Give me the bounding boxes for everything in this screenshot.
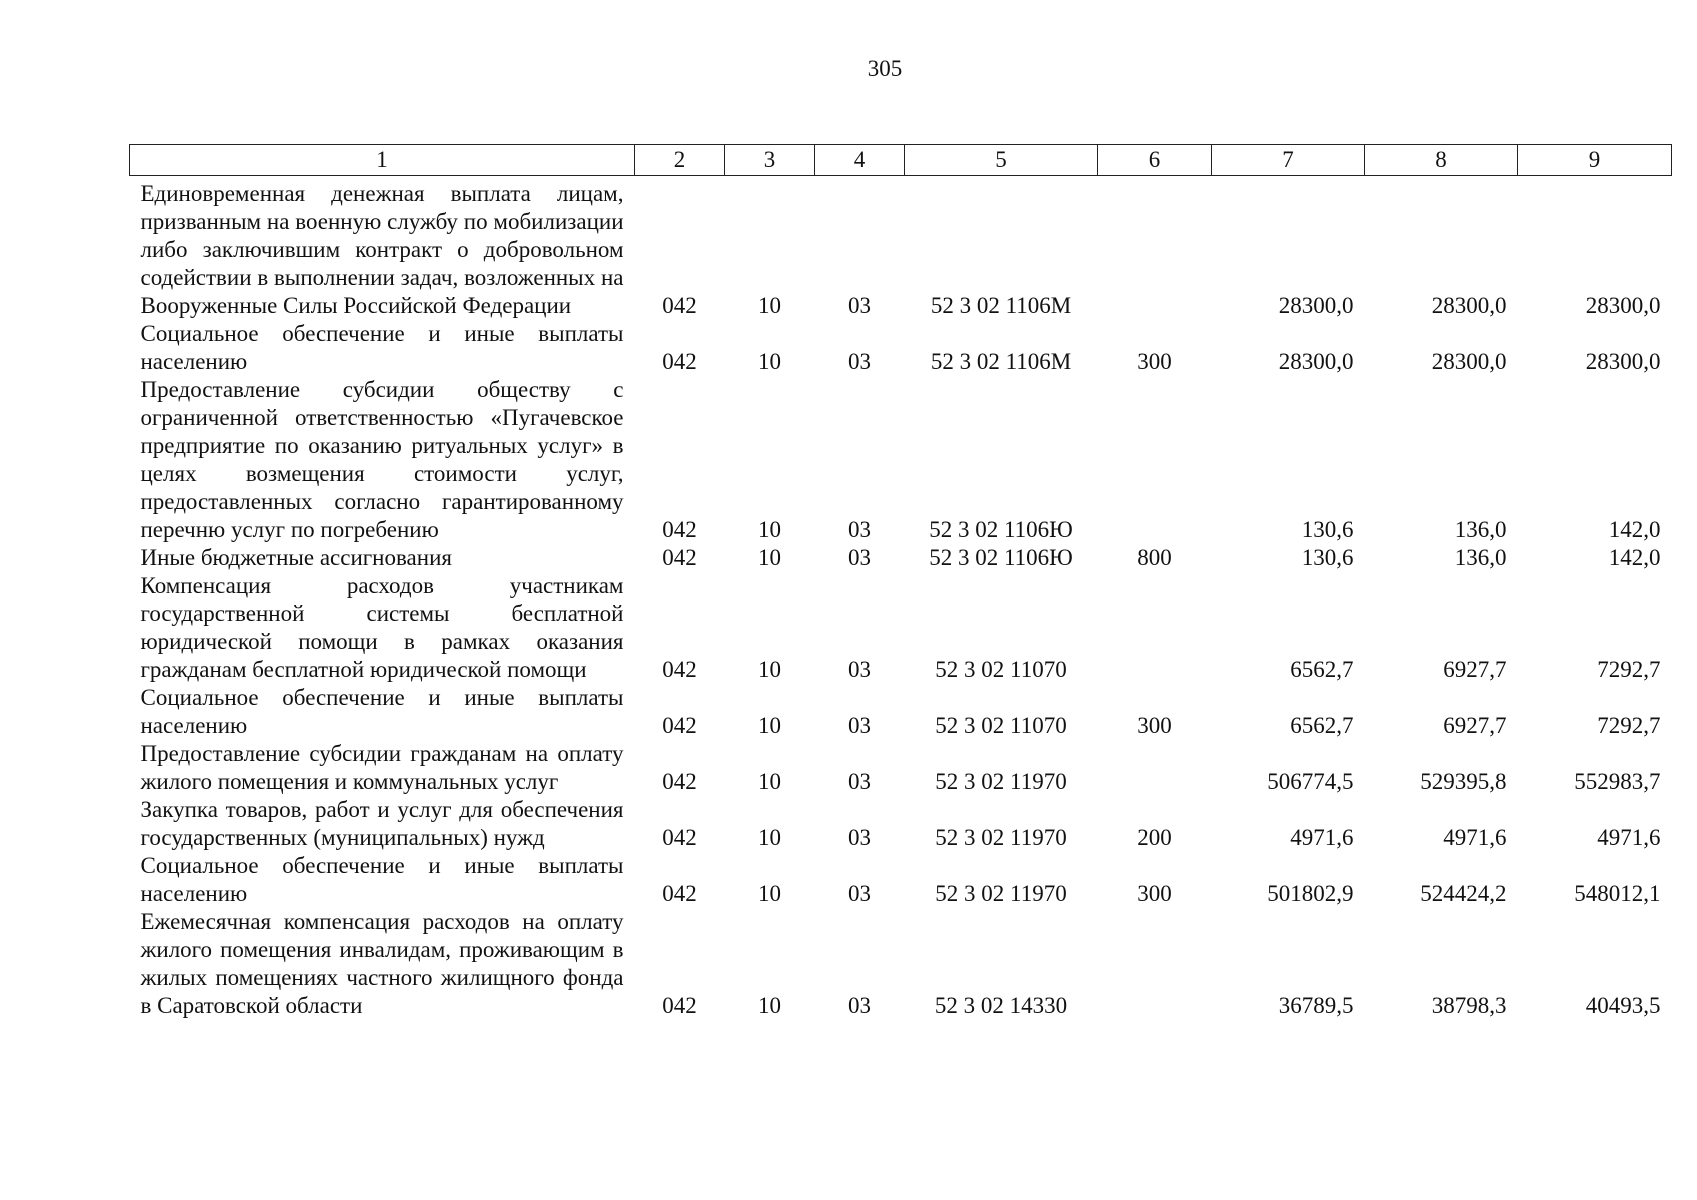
page-number: 305 — [867, 56, 903, 81]
cell-section: 10 — [758, 713, 781, 738]
cell-section: 10 — [758, 293, 781, 318]
cell-amount-year-2: 524424,2 — [1420, 881, 1507, 906]
cell-section: 10 — [758, 657, 781, 682]
cell-amount-year-1: 506774,5 — [1267, 769, 1354, 794]
cell-amount-year-2: 6927,7 — [1443, 657, 1507, 682]
column-header: 2 — [635, 145, 725, 176]
cell-target-article: 52 3 02 11970 — [935, 825, 1067, 850]
cell-amount-year-2: 28300,0 — [1431, 293, 1507, 318]
table-row — [130, 572, 1672, 684]
row-description: Закупка товаров, работ и услуг для обеспечения государственных (муниципальных) нужд — [140, 797, 624, 850]
cell-admin-code: 042 — [662, 993, 697, 1018]
cell-expense-type — [1098, 376, 1212, 544]
cell-amount-year-2: 38798,3 — [1431, 993, 1507, 1018]
cell-target-article: 52 3 02 1106М — [930, 293, 1072, 318]
cell-subsection: 03 — [848, 713, 871, 738]
cell-section: 10 — [758, 769, 781, 794]
row-description: Предоставление субсидии обществу с ограниченной ответственностью «Пугачевское предприятие по оказанию ритуальных услуг» в целях возмещения стоимости услуг, предоставленных согласно гарантированному перечню услуг по погребению — [140, 377, 624, 542]
cell-subsection: 03 — [848, 657, 871, 682]
cell-amount-year-1: 130,6 — [1301, 517, 1354, 542]
cell-section: 10 — [758, 993, 781, 1018]
table-row — [130, 544, 1672, 572]
cell-amount-year-1: 6562,7 — [1290, 713, 1354, 738]
row-description: Компенсация расходов участникам государственной системы бесплатной юридической помощи в рамках оказания гражданам бесплатной юридической помощи — [140, 573, 624, 682]
cell-subsection: 03 — [848, 881, 871, 906]
cell-subsection: 03 — [848, 825, 871, 850]
cell-expense-type: 300 — [1137, 881, 1172, 906]
cell-amount-year-1: 4971,6 — [1290, 825, 1354, 850]
cell-amount-year-3: 548012,1 — [1574, 881, 1661, 906]
column-header: 4 — [815, 145, 905, 176]
row-description: Ежемесячная компенсация расходов на оплату жилого помещения инвалидам, проживающим в жилых помещениях частного жилищного фонда в Саратовской области — [140, 909, 624, 1018]
cell-expense-type — [1098, 572, 1212, 684]
cell-section: 10 — [758, 825, 781, 850]
cell-subsection: 03 — [848, 349, 871, 374]
cell-admin-code: 042 — [662, 769, 697, 794]
cell-subsection: 03 — [848, 993, 871, 1018]
column-header: 6 — [1098, 145, 1212, 176]
cell-target-article: 52 3 02 1106Ю — [929, 517, 1073, 542]
cell-amount-year-1: 28300,0 — [1278, 293, 1354, 318]
row-description: Иные бюджетные ассигнования — [140, 545, 452, 570]
table-row — [130, 376, 1672, 544]
cell-amount-year-2: 136,0 — [1454, 545, 1507, 570]
table-header-row — [130, 145, 1672, 176]
cell-amount-year-2: 6927,7 — [1443, 713, 1507, 738]
column-header: 1 — [130, 145, 635, 176]
cell-amount-year-3: 7292,7 — [1597, 713, 1661, 738]
cell-amount-year-3: 4971,6 — [1597, 825, 1661, 850]
cell-amount-year-2: 28300,0 — [1431, 349, 1507, 374]
column-header: 8 — [1365, 145, 1518, 176]
cell-target-article: 52 3 02 1106Ю — [929, 545, 1073, 570]
column-header: 5 — [905, 145, 1098, 176]
row-description: Предоставление субсидии гражданам на оплату жилого помещения и коммунальных услуг — [140, 741, 624, 794]
table-row — [130, 320, 1672, 376]
cell-amount-year-1: 130,6 — [1301, 545, 1354, 570]
cell-target-article: 52 3 02 1106М — [930, 349, 1072, 374]
cell-admin-code: 042 — [662, 825, 697, 850]
column-header: 9 — [1518, 145, 1672, 176]
cell-admin-code: 042 — [662, 881, 697, 906]
table-body — [130, 176, 1672, 1021]
row-description: Социальное обеспечение и иные выплаты населению — [140, 685, 624, 738]
row-description: Социальное обеспечение и иные выплаты населению — [140, 321, 624, 374]
table-row — [130, 176, 1672, 321]
cell-amount-year-1: 501802,9 — [1267, 881, 1354, 906]
cell-target-article: 52 3 02 11970 — [935, 769, 1067, 794]
cell-admin-code: 042 — [662, 657, 697, 682]
cell-expense-type: 300 — [1137, 349, 1172, 374]
cell-amount-year-3: 7292,7 — [1597, 657, 1661, 682]
cell-amount-year-3: 28300,0 — [1585, 293, 1661, 318]
row-description: Социальное обеспечение и иные выплаты населению — [140, 853, 624, 906]
budget-table — [129, 144, 1672, 1020]
cell-section: 10 — [758, 881, 781, 906]
cell-target-article: 52 3 02 11070 — [935, 657, 1067, 682]
cell-amount-year-3: 142,0 — [1608, 545, 1661, 570]
cell-expense-type: 300 — [1137, 713, 1172, 738]
cell-admin-code: 042 — [662, 545, 697, 570]
cell-expense-type — [1098, 908, 1212, 1020]
column-header: 7 — [1212, 145, 1365, 176]
cell-amount-year-3: 40493,5 — [1585, 993, 1661, 1018]
cell-amount-year-3: 552983,7 — [1574, 769, 1661, 794]
cell-expense-type — [1098, 176, 1212, 321]
cell-target-article: 52 3 02 14330 — [934, 993, 1068, 1018]
cell-subsection: 03 — [848, 545, 871, 570]
row-description: Единовременная денежная выплата лицам, призванным на военную службу по мобилизации либо заключившим контракт о добровольном содействии в выполнении задач, возложенных на Вооруженные Силы Российской Федерации — [140, 181, 624, 318]
table-row — [130, 852, 1672, 908]
cell-amount-year-3: 142,0 — [1608, 517, 1661, 542]
cell-amount-year-3: 28300,0 — [1585, 349, 1661, 374]
cell-subsection: 03 — [848, 517, 871, 542]
cell-expense-type — [1098, 740, 1212, 796]
cell-amount-year-2: 529395,8 — [1420, 769, 1507, 794]
cell-subsection: 03 — [848, 293, 871, 318]
column-header: 3 — [725, 145, 815, 176]
cell-target-article: 52 3 02 11970 — [935, 881, 1067, 906]
cell-amount-year-1: 28300,0 — [1278, 349, 1354, 374]
table-row — [130, 796, 1672, 852]
cell-section: 10 — [758, 349, 781, 374]
cell-subsection: 03 — [848, 769, 871, 794]
cell-section: 10 — [758, 517, 781, 542]
cell-admin-code: 042 — [662, 293, 697, 318]
cell-admin-code: 042 — [662, 713, 697, 738]
cell-expense-type: 800 — [1137, 545, 1172, 570]
cell-amount-year-1: 6562,7 — [1290, 657, 1354, 682]
cell-expense-type: 200 — [1137, 825, 1172, 850]
cell-admin-code: 042 — [662, 349, 697, 374]
cell-amount-year-2: 136,0 — [1454, 517, 1507, 542]
cell-amount-year-2: 4971,6 — [1443, 825, 1507, 850]
cell-section: 10 — [758, 545, 781, 570]
table-row — [130, 740, 1672, 796]
cell-admin-code: 042 — [662, 517, 697, 542]
table-row — [130, 684, 1672, 740]
table-row — [130, 908, 1672, 1020]
cell-target-article: 52 3 02 11070 — [935, 713, 1067, 738]
cell-amount-year-1: 36789,5 — [1278, 993, 1354, 1018]
